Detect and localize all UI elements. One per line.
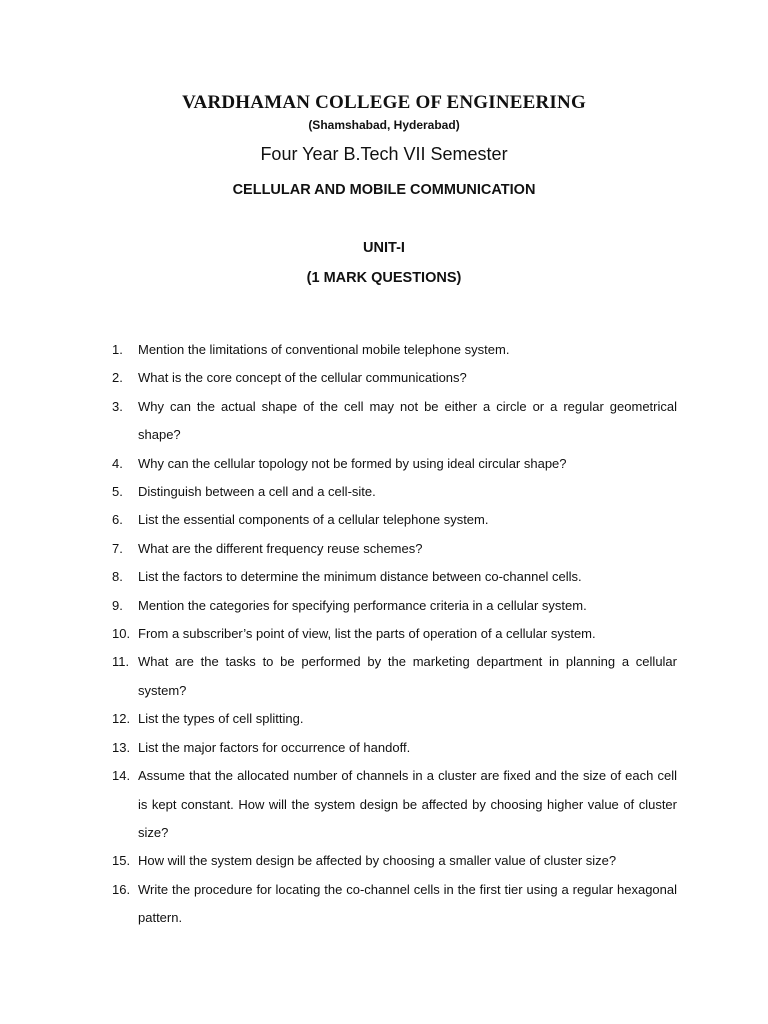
question-number: 14. bbox=[112, 768, 131, 784]
question-number: 5. bbox=[112, 484, 123, 500]
question-item bbox=[112, 762, 677, 847]
question-text: From a subscriber’s point of view, list the parts of operation of a cellular system. bbox=[138, 626, 596, 642]
college-location: (Shamshabad, Hyderabad) bbox=[308, 118, 460, 132]
question-number: 13. bbox=[112, 739, 131, 755]
question-item bbox=[112, 705, 677, 733]
question-text: List the factors to determine the minimum distance between co-channel cells. bbox=[138, 569, 582, 585]
question-number: 1. bbox=[112, 342, 123, 357]
question-number: 11. bbox=[112, 654, 130, 670]
question-text: Distinguish between a cell and a cell-site. bbox=[138, 484, 376, 500]
question-text: What are the tasks to be performed by the marketing department in planning a cellular system? bbox=[138, 654, 677, 698]
question-item bbox=[112, 450, 677, 478]
question-number: 4. bbox=[112, 455, 123, 471]
question-item bbox=[112, 592, 677, 620]
question-number: 3. bbox=[112, 398, 123, 414]
question-text: What are the different frequency reuse schemes? bbox=[138, 540, 423, 556]
program-semester: Four Year B.Tech VII Semester bbox=[260, 144, 508, 164]
question-text: Why can the actual shape of the cell may not be either a circle or a regular geometrical shape? bbox=[138, 398, 677, 443]
question-item bbox=[112, 620, 677, 648]
question-number: 16. bbox=[112, 881, 131, 897]
question-list bbox=[112, 336, 677, 933]
subject-title: CELLULAR AND MOBILE COMMUNICATION bbox=[232, 182, 536, 198]
question-item bbox=[112, 336, 677, 364]
question-item bbox=[112, 506, 677, 534]
question-item bbox=[112, 734, 677, 762]
question-item bbox=[112, 876, 677, 933]
question-number: 15. bbox=[112, 853, 131, 869]
marks-heading: (1 MARK QUESTIONS) bbox=[306, 270, 462, 286]
question-number: 12. bbox=[112, 711, 131, 727]
question-text: List the essential components of a cellular telephone system. bbox=[138, 512, 489, 528]
question-number: 7. bbox=[112, 540, 123, 556]
question-text: Why can the cellular topology not be formed by using ideal circular shape? bbox=[138, 455, 567, 471]
question-text: What is the core concept of the cellular communications? bbox=[138, 370, 467, 386]
question-text: List the types of cell splitting. bbox=[138, 711, 304, 727]
question-item bbox=[112, 847, 677, 875]
question-text: List the major factors for occurrence of handoff. bbox=[138, 739, 411, 755]
question-text: How will the system design be affected by choosing a smaller value of cluster size? bbox=[138, 853, 617, 869]
question-text: Write the procedure for locating the co-channel cells in the first tier using a regular hexagonal pattern. bbox=[138, 881, 677, 926]
question-item bbox=[112, 478, 677, 506]
question-text: Mention the categories for specifying performance criteria in a cellular system. bbox=[138, 597, 587, 613]
question-item bbox=[112, 648, 677, 705]
unit-heading: UNIT-I bbox=[363, 240, 405, 256]
question-number: 8. bbox=[112, 569, 123, 585]
question-item bbox=[112, 393, 677, 450]
college-name: VARDHAMAN COLLEGE OF ENGINEERING bbox=[182, 92, 586, 113]
question-item bbox=[112, 364, 677, 392]
question-item bbox=[112, 535, 677, 563]
question-number: 10. bbox=[112, 626, 131, 642]
question-text: Assume that the allocated number of channels in a cluster are fixed and the size of each cell is kept constant. How will the system design be affected by choosing higher value of cluster size? bbox=[138, 768, 677, 840]
question-text: Mention the limitations of conventional mobile telephone system. bbox=[138, 342, 510, 357]
question-number: 6. bbox=[112, 512, 123, 528]
question-number: 9. bbox=[112, 597, 123, 613]
question-item bbox=[112, 563, 677, 591]
question-number: 2. bbox=[112, 370, 123, 386]
